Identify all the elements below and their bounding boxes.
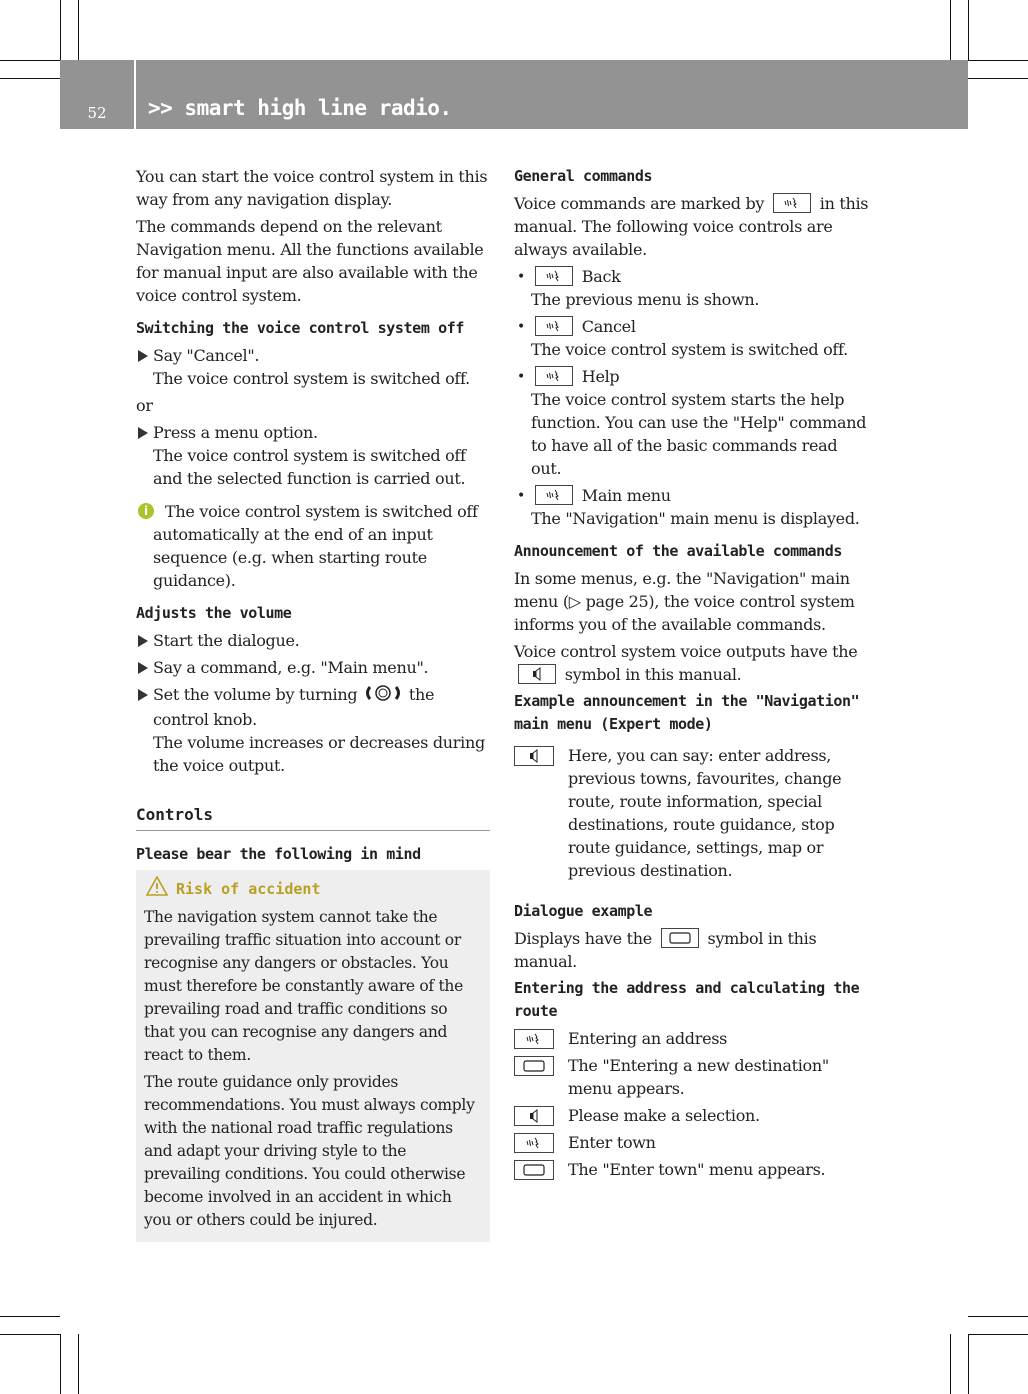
voice-command-icon bbox=[535, 485, 573, 505]
command-desc: The voice control system starts the help function. You can use the "Help" command to have all of the basic commands read out. bbox=[531, 390, 867, 478]
dialogue-text: Entering an address bbox=[568, 1029, 728, 1048]
intro-paragraph: The commands depend on the relevant Navigation menu. All the functions available for manual input are also available with the voice control system. bbox=[136, 217, 484, 305]
page-number: 52 bbox=[87, 104, 107, 122]
dialogue-text: The "Entering a new destination" menu appears. bbox=[568, 1056, 829, 1098]
voice-command-icon bbox=[514, 1133, 554, 1153]
bullet-dot: • bbox=[517, 369, 526, 385]
dialogue-row bbox=[514, 1054, 872, 1100]
crop-mark bbox=[968, 1334, 1028, 1335]
dialogue-heading: Dialogue example bbox=[514, 902, 653, 920]
header-divider bbox=[134, 60, 136, 129]
step bbox=[136, 683, 490, 777]
step-text: Start the dialogue. bbox=[153, 631, 300, 650]
voice-command-icon bbox=[535, 366, 573, 386]
dialogue-intro bbox=[514, 927, 872, 973]
display-icon bbox=[514, 1160, 554, 1180]
warning-paragraph: The navigation system cannot take the prevailing traffic situation into account or recognise any dangers or obstacles. You must therefore be constantly aware of the prevailing road and traffic conditions so that you can recognise any dangers and react to them. bbox=[144, 907, 463, 1064]
intro-paragraph: You can start the voice control system in this way from any navigation display. bbox=[136, 167, 488, 209]
crop-mark bbox=[950, 1334, 951, 1394]
crop-mark bbox=[968, 1334, 969, 1394]
crop-mark bbox=[60, 0, 61, 60]
voice-command-icon bbox=[514, 1029, 554, 1049]
announcement-paragraph bbox=[514, 640, 872, 686]
dialogue-row bbox=[514, 1131, 872, 1154]
step-text-part: the control knob. bbox=[153, 685, 435, 729]
command-name: Back bbox=[581, 267, 621, 286]
crop-mark bbox=[968, 60, 1028, 61]
crop-mark bbox=[0, 1334, 60, 1335]
voice-command-icon bbox=[535, 316, 573, 336]
step-arrow-icon bbox=[138, 350, 148, 362]
command-desc: The previous menu is shown. bbox=[531, 290, 760, 309]
command-item bbox=[514, 315, 872, 361]
dialogue-text: Please make a selection. bbox=[568, 1106, 760, 1125]
speaker-icon bbox=[514, 746, 554, 766]
text-part: Voice commands are marked by bbox=[514, 194, 765, 213]
command-name: Cancel bbox=[581, 317, 636, 336]
command-name: Help bbox=[581, 367, 620, 386]
warning-triangle-icon bbox=[146, 876, 168, 902]
control-knob-icon bbox=[362, 684, 404, 708]
step-result: The voice control system is switched off and the selected function is carried out. bbox=[153, 446, 466, 488]
dialogue-row bbox=[514, 1158, 872, 1181]
warning-title bbox=[144, 876, 482, 902]
announcement-paragraph: In some menus, e.g. the "Navigation" main menu (▷ page 25), the voice control system informs you of the available commands. bbox=[514, 569, 855, 634]
step bbox=[136, 656, 490, 679]
warning-box bbox=[136, 870, 490, 1242]
crop-mark bbox=[60, 1334, 61, 1394]
text-part: in this manual. The following voice controls are always available. bbox=[514, 194, 869, 259]
bullet-dot: • bbox=[517, 319, 526, 335]
announcement-heading: Announcement of the available commands bbox=[514, 542, 842, 560]
text-part: Voice control system voice outputs have the bbox=[514, 642, 858, 661]
general-commands-heading: General commands bbox=[514, 167, 653, 185]
bullet-dot: • bbox=[517, 269, 526, 285]
step-text: Say "Cancel". bbox=[153, 346, 260, 365]
crop-mark bbox=[968, 0, 969, 60]
crop-mark bbox=[78, 0, 79, 60]
dialogue-row bbox=[514, 1104, 872, 1127]
command-item bbox=[514, 365, 872, 480]
crop-mark bbox=[950, 0, 951, 60]
warning-title-text: Risk of accident bbox=[176, 879, 321, 898]
dialogue-text: Enter town bbox=[568, 1133, 656, 1152]
left-column bbox=[136, 165, 490, 1242]
info-icon: i bbox=[138, 503, 154, 519]
speaker-icon bbox=[518, 664, 556, 684]
voice-command-icon bbox=[773, 193, 811, 213]
command-desc: The "Navigation" main menu is displayed. bbox=[531, 509, 860, 528]
command-name: Main menu bbox=[581, 486, 671, 505]
command-item bbox=[514, 484, 872, 530]
step-text: Say a command, e.g. "Main menu". bbox=[153, 658, 429, 677]
bullet-dot: • bbox=[517, 488, 526, 504]
switch-off-heading: Switching the voice control system off bbox=[136, 319, 464, 337]
info-note bbox=[136, 500, 490, 592]
step-arrow-icon bbox=[138, 427, 148, 439]
text-part: symbol in this manual. bbox=[564, 665, 742, 684]
display-icon bbox=[514, 1056, 554, 1076]
step bbox=[136, 629, 490, 652]
crop-mark bbox=[0, 78, 60, 79]
or-text: or bbox=[136, 396, 153, 415]
crop-mark bbox=[78, 1334, 79, 1394]
step-text bbox=[153, 683, 490, 731]
right-column bbox=[514, 165, 872, 1185]
crop-mark bbox=[0, 60, 60, 61]
crop-mark bbox=[968, 1316, 1028, 1317]
dialogue-text: The "Enter town" menu appears. bbox=[568, 1160, 826, 1179]
step-text: Press a menu option. bbox=[153, 423, 318, 442]
display-icon bbox=[661, 928, 699, 948]
command-item bbox=[514, 265, 872, 311]
warning-paragraph: The route guidance only provides recommendations. You must always comply with the national road traffic regulations and adapt your driving style to the prevailing conditions. You could otherwise become involved in an accident in which you or others could be injured. bbox=[144, 1072, 475, 1229]
info-text: The voice control system is switched off automatically at the end of an input sequence (e.g. when starting route guidance). bbox=[153, 502, 478, 590]
step-arrow-icon bbox=[138, 635, 148, 647]
text-part: symbol in this manual. bbox=[514, 929, 817, 971]
entering-address-heading: Entering the address and calculating the route bbox=[514, 979, 860, 1020]
crop-mark bbox=[968, 78, 1028, 79]
step-arrow-icon bbox=[138, 689, 148, 701]
voice-command-icon bbox=[535, 266, 573, 286]
step-arrow-icon bbox=[138, 662, 148, 674]
step-result: The volume increases or decreases during the voice output. bbox=[153, 732, 485, 775]
text-part: Displays have the bbox=[514, 929, 652, 948]
example-heading: Example announcement in the "Navigation" main menu (Expert mode) bbox=[514, 692, 860, 733]
command-desc: The voice control system is switched off. bbox=[531, 340, 848, 359]
step bbox=[136, 421, 490, 490]
dialogue-row bbox=[514, 1027, 872, 1050]
running-title: >> smart high line radio. bbox=[148, 96, 452, 120]
speaker-icon bbox=[514, 1106, 554, 1126]
crop-mark bbox=[0, 1316, 60, 1317]
controls-heading: Controls bbox=[136, 805, 490, 831]
example-text: Here, you can say: enter address, previous towns, favourites, change route, route information, special destinations, route guidance, stop route guidance, settings, map or previous destination. bbox=[568, 746, 842, 880]
bear-in-mind-heading: Please bear the following in mind bbox=[136, 844, 421, 863]
step-result: The voice control system is switched off. bbox=[153, 369, 470, 388]
general-commands-intro bbox=[514, 192, 872, 261]
volume-heading: Adjusts the volume bbox=[136, 604, 292, 622]
step-text-part: Set the volume by turning bbox=[153, 685, 358, 704]
step bbox=[136, 344, 490, 390]
example-row bbox=[514, 744, 872, 882]
